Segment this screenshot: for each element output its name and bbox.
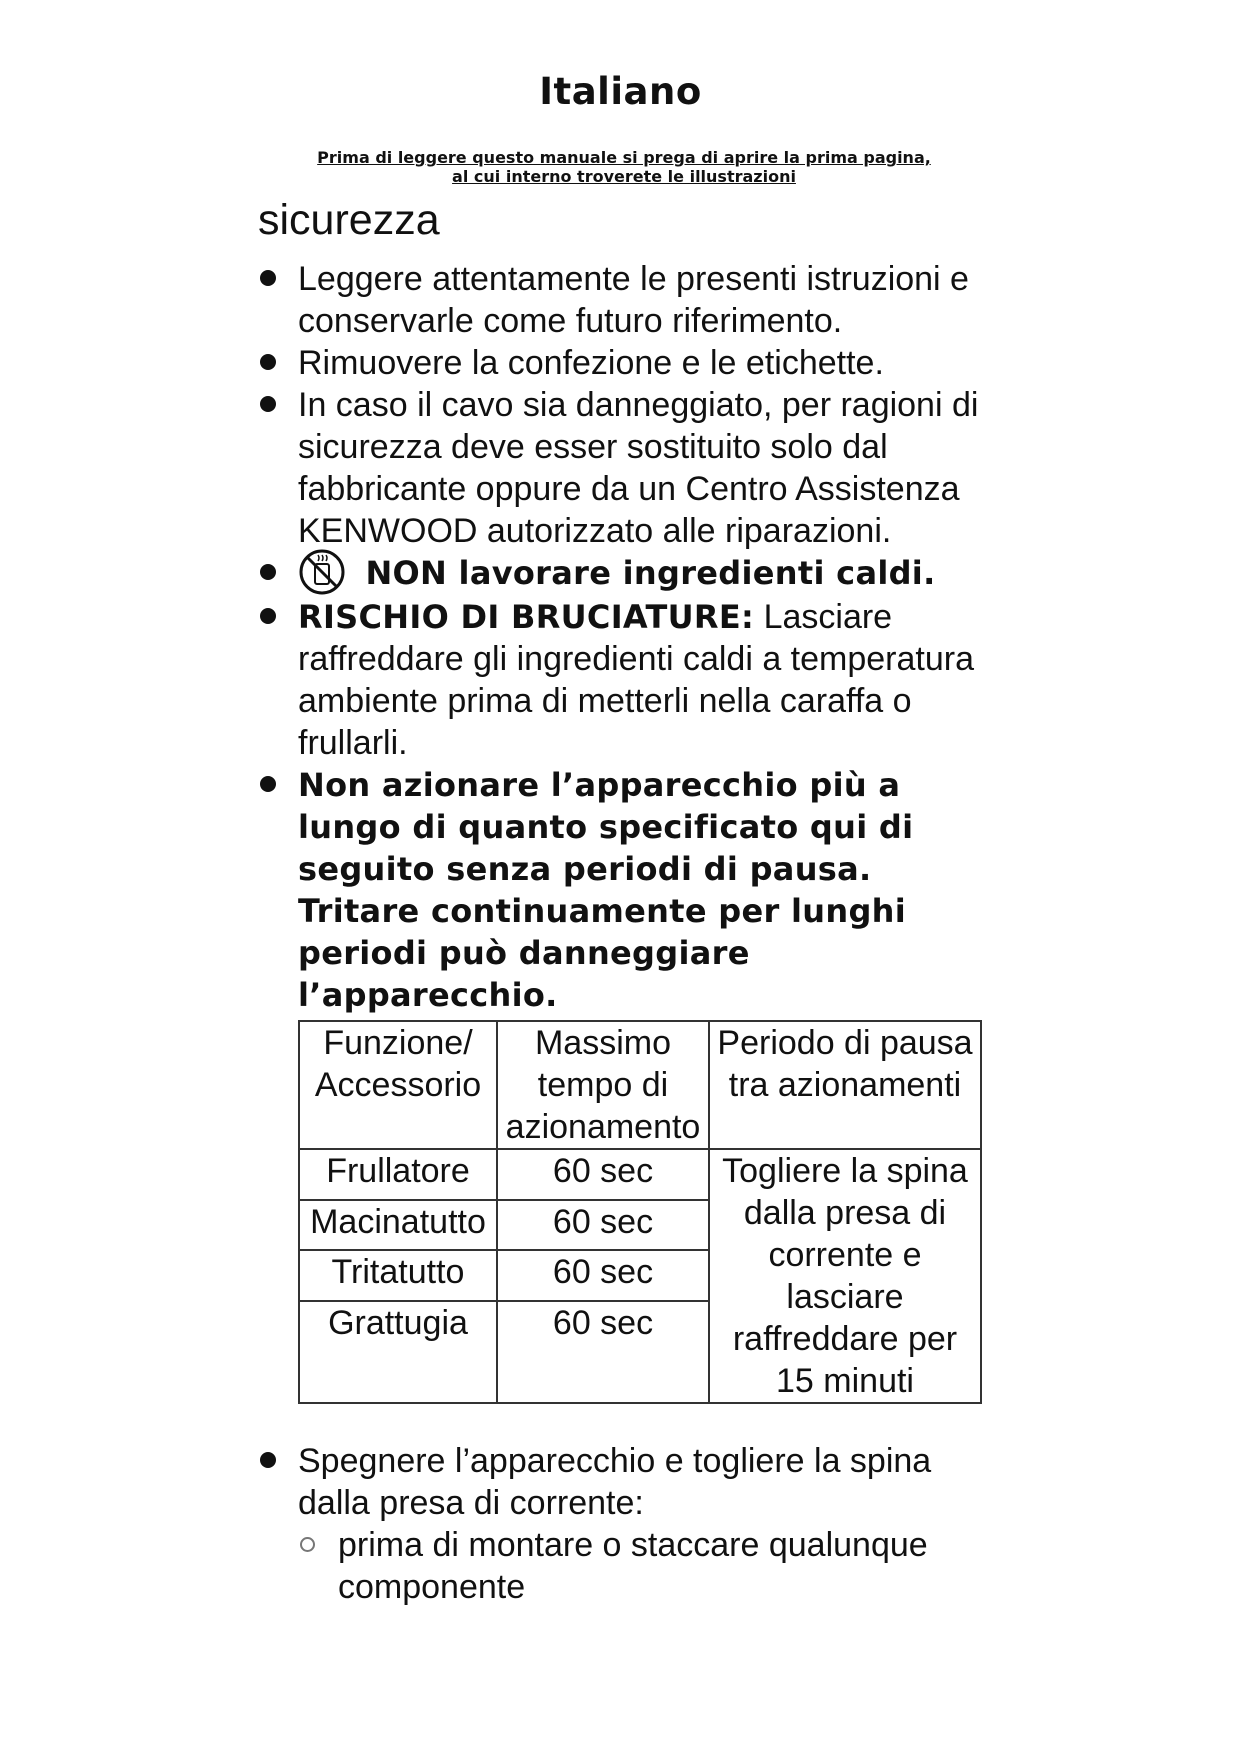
- bullet-icon: [260, 1452, 276, 1468]
- illustrations-note: [268, 148, 980, 186]
- item-text: prima di montare o staccare qualunque componente: [338, 1526, 928, 1606]
- cell-function: Grattugia: [299, 1301, 497, 1403]
- item-text: Rimuovere la confezione e le etichette.: [298, 344, 884, 382]
- ring-bullet-icon: [300, 1537, 315, 1552]
- item-text: Lasciare raffreddare gli ingredienti caldi a temperatura ambiente prima di metterli nella caraffa o frullarli.: [298, 598, 974, 763]
- section-title: sicurezza: [258, 196, 440, 244]
- safety-list: [258, 258, 998, 1404]
- bullet-icon: [260, 270, 276, 286]
- no-hot-ingredients-icon: [298, 548, 346, 596]
- cell-time: 60 sec: [497, 1250, 709, 1301]
- note-line-1: Prima di leggere questo manuale si prega di aprire la prima pagina,: [317, 148, 931, 167]
- sub-item-before-assembly: [258, 1524, 998, 1608]
- list-item-unplug: [258, 1440, 998, 1524]
- item-text: In caso il cavo sia danneggiato, per ragioni di sicurezza deve esser sostituito solo dal fabbricante oppure da un Centro Assistenza KENWOOD autorizzato alle riparazioni.: [298, 386, 979, 550]
- table-header-row: [299, 1021, 981, 1149]
- bullet-icon: [260, 564, 276, 580]
- bullet-icon: [260, 608, 276, 624]
- list-item-no-hot-ingredients: [258, 552, 998, 596]
- operating-time-table: [298, 1020, 982, 1404]
- page-title: Italiano: [539, 70, 702, 113]
- header-pause: Periodo di pausa tra azionamenti: [709, 1021, 981, 1149]
- table-row: [299, 1149, 981, 1200]
- bullet-icon: [260, 396, 276, 412]
- item-text: Spegnere l’apparecchio e togliere la spina dalla presa di corrente:: [298, 1442, 932, 1522]
- cell-function: Macinatutto: [299, 1200, 497, 1251]
- item-text: Non azionare l’apparecchio più a lungo di quanto specificato qui di seguito senza periodi di pausa. Tritare continuamente per lunghi periodi può danneggiare l’apparecchio.: [298, 766, 914, 1015]
- cell-function: Frullatore: [299, 1149, 497, 1200]
- item-text: Leggere attentamente le presenti istruzioni e conservarle come futuro riferimento.: [298, 260, 969, 340]
- header-max-time: Massimo tempo di azionamento: [497, 1021, 709, 1149]
- note-line-2: al cui interno troverete le illustrazioni: [452, 167, 796, 186]
- cell-time: 60 sec: [497, 1149, 709, 1200]
- list-item-remove-packaging: [258, 342, 998, 384]
- bullet-icon: [260, 354, 276, 370]
- bullet-icon: [260, 776, 276, 792]
- burn-risk-label: RISCHIO DI BRUCIATURE:: [298, 598, 755, 637]
- list-item-read-instructions: [258, 258, 998, 342]
- list-item-damaged-cord: [258, 384, 998, 552]
- unplug-section: [258, 1440, 998, 1608]
- cell-time: 60 sec: [497, 1200, 709, 1251]
- item-text: NON lavorare ingredienti caldi.: [365, 554, 936, 592]
- cell-time: 60 sec: [497, 1301, 709, 1403]
- list-item-burn-risk: [258, 596, 998, 764]
- cell-pause: Togliere la spina dalla presa di corrente e lasciare raffreddare per 15 minuti: [709, 1149, 981, 1403]
- list-item-operating-time: [258, 764, 998, 1016]
- header-function: Funzione/ Accessorio: [299, 1021, 497, 1149]
- cell-function: Tritatutto: [299, 1250, 497, 1301]
